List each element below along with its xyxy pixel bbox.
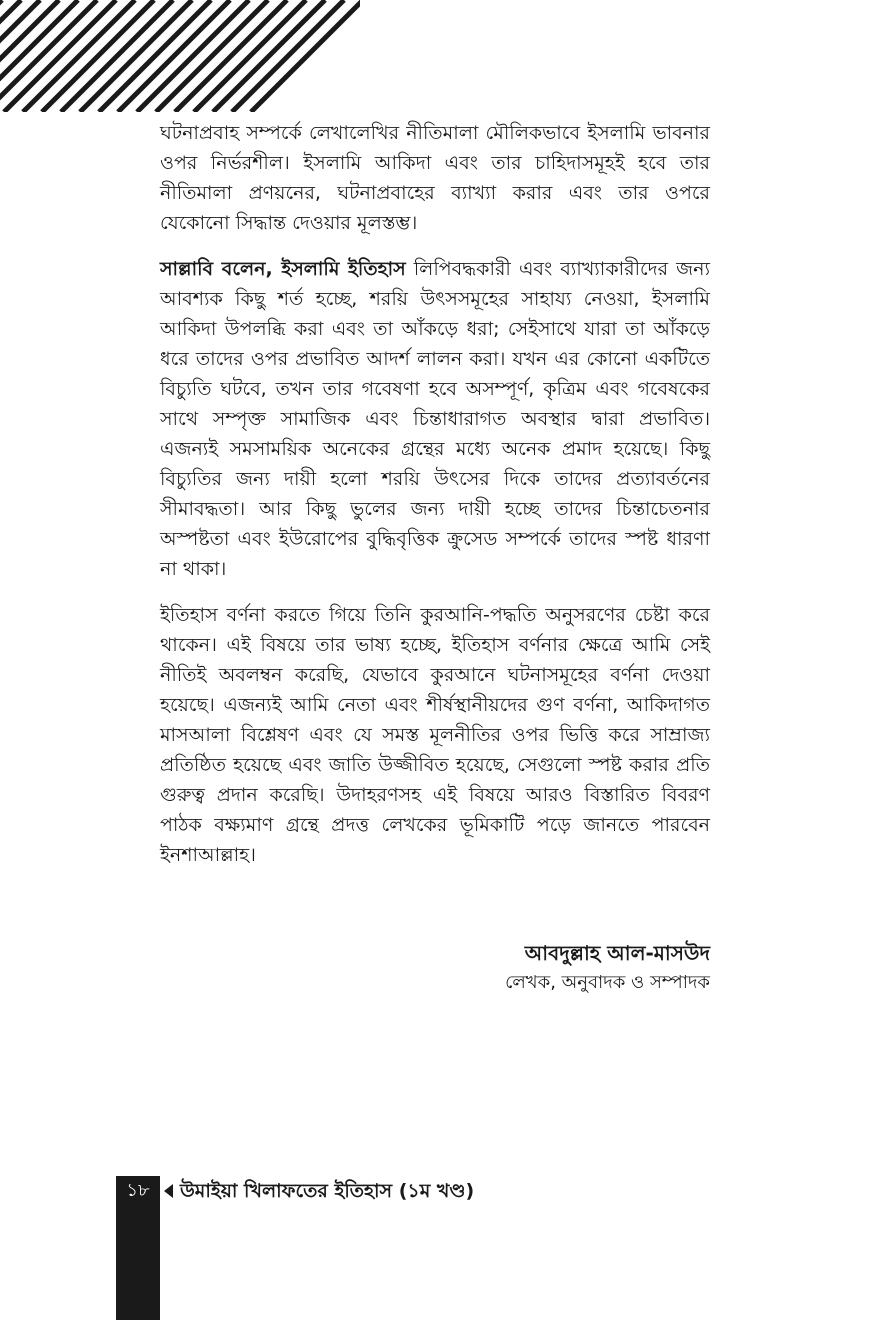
running-book-title: উমাইয়া খিলাফতের ইতিহাস (১ম খণ্ড)	[180, 1180, 475, 1202]
body-text	[160, 118, 710, 886]
paragraph-3	[160, 600, 710, 870]
paragraph-2-lead: সাল্লাবি বলেন, ইসলামি ইতিহাস	[160, 258, 406, 280]
paragraph-1-text: ঘটনাপ্রবাহ সম্পর্কে লেখালেখির নীতিমালা মৌলিকভাবে ইসলামি ভাবনার ওপর নির্ভরশীল। ইসলামি আকিদা এবং তার চাহিদাসমূহই হবে তার নীতিমালা প্রণয়নের, ঘটনাপ্রবাহের ব্যাখ্যা করার এবং তার ওপরে যেকোনো সিদ্ধান্ত দেওয়ার মূলস্তম্ভ।	[160, 122, 710, 234]
paragraph-1	[160, 118, 710, 238]
paragraph-3-text: ইতিহাস বর্ণনা করতে গিয়ে তিনি কুরআনি-পদ্ধতি অনুসরণের চেষ্টা করে থাকেন। এই বিষয়ে তার ভাষ্য হচ্ছে, ইতিহাস বর্ণনার ক্ষেত্রে আমি সেই নীতিই অবলম্বন করেছি, যেভাবে কুরআনে ঘটনাসমূহের বর্ণনা দেওয়া হয়েছে। এজন্যই আমি নেতা এবং শীর্ষস্থানীয়দের গুণ বর্ণনা, আকিদাগত মাসআলা বিশ্লেষণ এবং যে সমস্ত মূলনীতির ওপর ভিত্তি করে সাম্রাজ্য প্রতিষ্ঠিত হয়েছে এবং জাতি উজ্জীবিত হয়েছে, সেগুলো স্পষ্ট করার প্রতি গুরুত্ব প্রদান করেছি। উদাহরণসহ এই বিষয়ে আরও বিস্তারিত বিবরণ পাঠক বক্ষ্যমাণ গ্রন্থে প্রদত্ত লেখকের ভূমিকাটি পড়ে জানতে পারবেন ইনশাআল্লাহ।	[160, 604, 710, 866]
page-number: ১৮	[126, 1180, 150, 1201]
author-role: লেখক, অনুবাদক ও সম্পাদক	[505, 972, 710, 993]
decorative-stripes	[0, 0, 360, 112]
triangle-left-icon	[164, 1184, 173, 1198]
author-name: আবদুল্লাহ আল-মাসউদ	[524, 941, 710, 965]
paragraph-2-text: লিপিবদ্ধকারী এবং ব্যাখ্যাকারীদের জন্য আবশ্যক কিছু শর্ত হচ্ছে, শরয়ি উৎসসমূহের সাহায্য নেওয়া, ইসলামি আকিদা উপলব্ধি করা এবং তা আঁকড়ে ধরা; সেইসাথে যারা তা আঁকড়ে ধরে তাদের ওপর প্রভাবিত আদর্শ লালন করা। যখন এর কোনো একটিতে বিচ্যুতি ঘটবে, তখন তার গবেষণা হবে অসম্পূর্ণ, কৃত্রিম এবং গবেষকের সাথে সম্পৃক্ত সামাজিক এবং চিন্তাধারাগত অবস্থার দ্বারা প্রভাবিত। এজন্যই সমসাময়িক অনেকের গ্রন্থের মধ্যে অনেক প্রমাদ হয়েছে। কিছু বিচ্যুতির জন্য দায়ী হলো শরয়ি উৎসের দিকে তাদের প্রত্যাবর্তনের সীমাবদ্ধতা। আর কিছু ভুলের জন্য দায়ী হচ্ছে তাদের চিন্তাচেতনার অস্পষ্টতা এবং ইউরোপের বুদ্ধিবৃত্তিক ক্রুসেড সম্পর্কে তাদের স্পষ্ট ধারণা না থাকা।	[160, 258, 710, 580]
paragraph-2	[160, 254, 710, 584]
signature-block	[505, 938, 710, 998]
